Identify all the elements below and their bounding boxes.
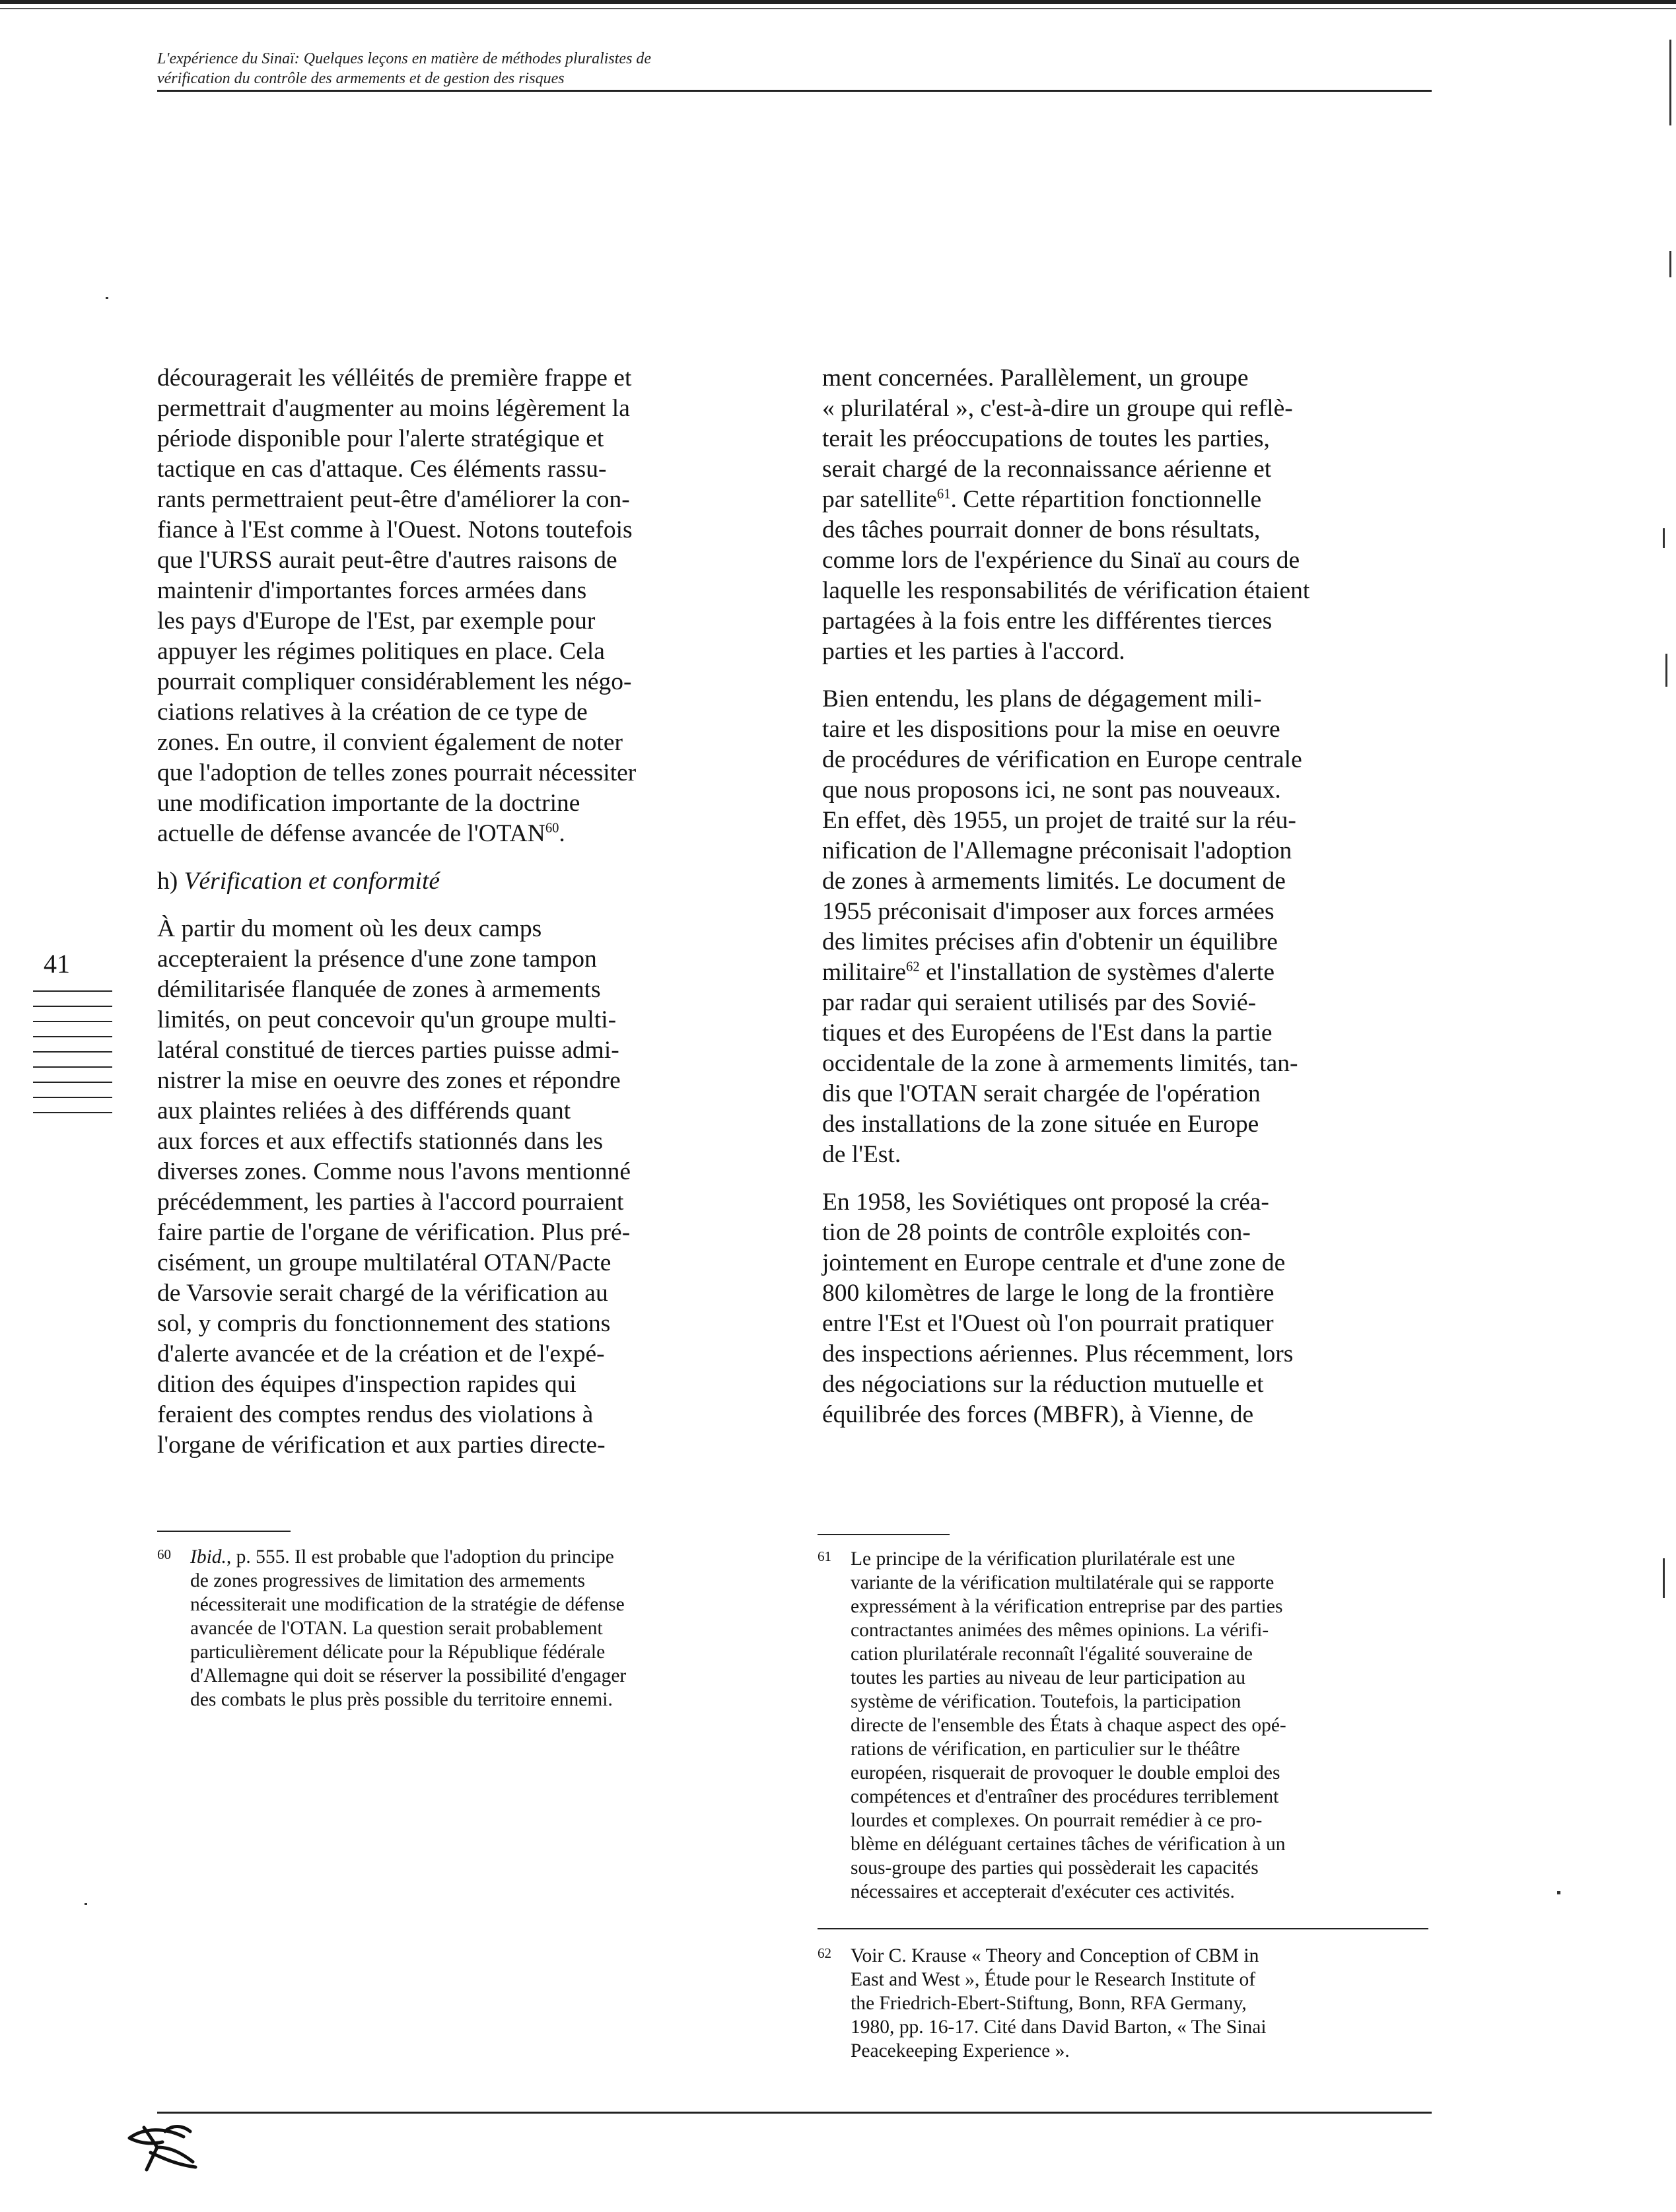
margin-rule xyxy=(33,1006,112,1007)
paragraph-first-strike xyxy=(157,363,751,819)
running-header-line-1: L'expérience du Sinaï: Quelques leçons en matière de méthodes pluralistes de xyxy=(157,50,652,67)
paragraph-line: 800 kilomètres de large le long de la frontière xyxy=(822,1280,1274,1307)
paragraph-line: des tâches pourrait donner de bons résultats, xyxy=(822,516,1261,543)
paragraph-line: diverses zones. Comme nous l'avons mentionné xyxy=(157,1158,631,1185)
paragraph-line: nistrer la mise en oeuvre des zones et répondre xyxy=(157,1067,621,1094)
footnote-line: contractantes animées des mêmes opinions. La vérifi- xyxy=(851,1620,1269,1641)
paragraph-line: période disponible pour l'alerte stratégique et xyxy=(157,425,604,452)
paragraph-line: tactique en cas d'attaque. Ces éléments rassu- xyxy=(157,456,607,483)
paragraph-line: par satellite$^{61}$. Cette répartition fonctionnelle xyxy=(822,486,1262,513)
paragraph-line: d'alerte avancée et de la création et de l'expé- xyxy=(157,1340,605,1367)
footnote-line: des combats le plus près possible du territoire ennemi. xyxy=(190,1689,613,1710)
footnote-line: Voir C. Krause « Theory and Conception of CBM in xyxy=(851,1945,1259,1966)
footnote-line: cation plurilatérale reconnaît l'égalité souveraine de xyxy=(851,1643,1253,1665)
paragraph-line: entre l'Est et l'Ouest où l'on pourrait pratiquer xyxy=(822,1310,1274,1337)
footnote-line: 1980, pp. 16-17. Cité dans David Barton, « The Sinai xyxy=(851,2017,1267,2038)
left-column xyxy=(157,363,751,1461)
paragraph-line: des installations de la zone située en Europe xyxy=(822,1111,1259,1138)
footnote-line: rations de vérification, en particulier sur le théâtre xyxy=(851,1739,1240,1760)
footnote-rule-62 xyxy=(818,1928,1428,1929)
paragraph-line: À partir du moment où les deux camps xyxy=(157,915,542,942)
margin-rule xyxy=(33,1036,112,1037)
paragraph-line: de l'Est. xyxy=(822,1141,901,1168)
paragraph-line: taire et les dispositions pour la mise en oeuvre xyxy=(822,716,1280,743)
paragraph-line: comme lors de l'expérience du Sinaï au cours de xyxy=(822,547,1300,574)
paragraph-line: fiance à l'Est comme à l'Ouest. Notons toutefois xyxy=(157,516,633,543)
paragraph-line: permettrait d'augmenter au moins légèrement la xyxy=(157,395,630,422)
publisher-logo-icon xyxy=(124,2118,203,2178)
paragraph-line: des inspections aériennes. Plus récemment, lors xyxy=(822,1340,1294,1367)
margin-rule xyxy=(33,1082,112,1083)
paragraph-line: des négociations sur la réduction mutuelle et xyxy=(822,1371,1264,1398)
margin-rule xyxy=(33,1112,112,1113)
footnote-line: East and West », Étude pour le Research Institute of xyxy=(851,1969,1256,1990)
paragraph-line: des limites précises afin d'obtenir un équilibre xyxy=(822,928,1278,955)
paragraph-line: limités, on peut concevoir qu'un groupe multi- xyxy=(157,1006,617,1033)
paragraph-line: terait les préoccupations de toutes les parties, xyxy=(822,425,1270,452)
footnote-line: nécessaires et accepterait d'exécuter ces activités. xyxy=(851,1881,1235,1902)
paragraph-line: de procédures de vérification en Europe centrale xyxy=(822,746,1302,773)
paragraph-line: rants permettraient peut-être d'améliorer la con- xyxy=(157,486,630,513)
paragraph-line: que nous proposons ici, ne sont pas nouveaux. xyxy=(822,777,1281,804)
footnote-number: 60 xyxy=(157,1546,171,1562)
paragraph-line: dis que l'OTAN serait chargée de l'opération xyxy=(822,1080,1261,1107)
margin-rule xyxy=(33,1066,112,1068)
footnote-line: européen, risquerait de provoquer le double emploi des xyxy=(851,1762,1280,1783)
paragraph-line: cisément, un groupe multilatéral OTAN/Pacte xyxy=(157,1249,611,1276)
paragraph-line: maintenir d'importantes forces armées dans xyxy=(157,577,587,604)
margin-rule xyxy=(33,990,112,992)
paragraph-line: En 1958, les Soviétiques ont proposé la créa- xyxy=(822,1189,1269,1216)
paragraph-line: tiques et des Européens de l'Est dans la partie xyxy=(822,1020,1273,1047)
footnote-rule-right xyxy=(818,1534,950,1535)
paragraph-line: de Varsovie serait chargé de la vérification au xyxy=(157,1280,608,1307)
top-edge-rule xyxy=(0,0,1676,4)
running-header xyxy=(157,49,1432,88)
paragraph-line: dition des équipes d'inspection rapides qui xyxy=(157,1371,576,1398)
paragraph-line: occidentale de la zone à armements limités, tan- xyxy=(822,1050,1298,1077)
paragraph-line: partagées à la fois entre les différentes tierces xyxy=(822,607,1273,635)
footnote-line: d'Allemagne qui doit se réserver la possibilité d'engager xyxy=(190,1665,627,1686)
footnote-line: particulièrement délicate pour la République fédérale xyxy=(190,1642,606,1663)
paragraph-verification xyxy=(157,914,751,1461)
footnote-line: blème en déléguant certaines tâches de vérification à un xyxy=(851,1834,1286,1855)
section-heading-title: Vérification et conformité xyxy=(184,868,440,895)
paragraph-line: « plurilatéral », c'est-à-dire un groupe qui reflè- xyxy=(822,395,1293,422)
paragraph-disengagement xyxy=(822,684,1420,957)
footer-rule xyxy=(157,2112,1432,2114)
paragraph-line: feraient des comptes rendus des violations à xyxy=(157,1401,594,1428)
paragraph-line: accepteraient la présence d'une zone tampon xyxy=(157,946,597,973)
paragraph-1958 xyxy=(822,1187,1420,1430)
paragraph-line: tion de 28 points de contrôle exploités con- xyxy=(822,1219,1251,1246)
paragraph-plurilateral xyxy=(822,363,1420,485)
footnote-line: variante de la vérification multilatérale qui se rapporte xyxy=(851,1572,1274,1593)
footnote-line: compétences et d'entraîner des procédures terriblement xyxy=(851,1786,1279,1807)
margin-rule xyxy=(33,1051,112,1053)
paragraph-line: de zones à armements limités. Le document de xyxy=(822,868,1286,895)
running-header-line-2: vérification du contrôle des armements et de gestion des risques xyxy=(157,70,565,87)
paragraph-line: équilibrée des forces (MBFR), à Vienne, de xyxy=(822,1401,1254,1428)
paragraph-line: pourrait compliquer considérablement les négo- xyxy=(157,668,632,695)
footnote-line: lourdes et complexes. On pourrait remédier à ce pro- xyxy=(851,1810,1263,1831)
paragraph-line: Bien entendu, les plans de dégagement mili- xyxy=(822,685,1262,712)
paragraph-line: sol, y compris du fonctionnement des stations xyxy=(157,1310,611,1337)
paragraph-line: démilitarisée flanquée de zones à armements xyxy=(157,976,601,1003)
footnote-line: Peacekeeping Experience ». xyxy=(851,2040,1070,2061)
paragraph-line: aux plaintes reliées à des différends quant xyxy=(157,1097,571,1124)
top-edge-rule-thin xyxy=(0,8,1676,9)
footnote-ref-60[interactable]: 60 xyxy=(545,821,559,836)
paragraph-line: les pays d'Europe de l'Est, par exemple pour xyxy=(157,607,596,635)
footnote-line: sous-groupe des parties qui possèderait les capacités xyxy=(851,1857,1259,1879)
paragraph-line: actuelle de défense avancée de l'OTAN$^{60}$. xyxy=(157,820,565,847)
paragraph-line: précédemment, les parties à l'accord pourraient xyxy=(157,1189,624,1216)
footnote-ref-62[interactable]: 62 xyxy=(906,959,920,975)
paragraph-line: par radar qui seraient utilisés par des Sovié- xyxy=(822,989,1257,1016)
paragraph-line: serait chargé de la reconnaissance aérienne et xyxy=(822,456,1272,483)
paragraph-line: latéral constitué de tierces parties puisse admi- xyxy=(157,1037,619,1064)
footnote-line: Ibid., p. 555. Il est probable que l'adoption du principe xyxy=(190,1546,614,1568)
paragraph-line: parties et les parties à l'accord. xyxy=(822,638,1125,665)
paragraph-line: nification de l'Allemagne préconisait l'adoption xyxy=(822,837,1292,864)
footnote-line: Le principe de la vérification plurilatérale est une xyxy=(851,1548,1236,1570)
paragraph-plurilateral-cont xyxy=(822,515,1420,667)
paragraph-line: appuyer les régimes politiques en place. Cela xyxy=(157,638,605,665)
right-column xyxy=(822,363,1420,1430)
footnote-number: 62 xyxy=(818,1945,831,1961)
footnote-line: expressément à la vérification entreprise par des parties xyxy=(851,1596,1283,1617)
paragraph-line: 1955 préconisait d'imposer aux forces armées xyxy=(822,898,1274,925)
paragraph-line: une modification importante de la doctrine xyxy=(157,790,580,817)
margin-rule xyxy=(33,1097,112,1098)
paragraph-line: militaire$^{62}$ et l'installation de systèmes d'alerte xyxy=(822,959,1274,986)
footnote-line: directe de l'ensemble des États à chaque aspect des opé- xyxy=(851,1715,1286,1736)
paragraph-line: ciations relatives à la création de ce type de xyxy=(157,699,588,726)
footnote-rule-left xyxy=(157,1531,291,1532)
page-number: 41 xyxy=(44,949,70,979)
paragraph-line: que l'adoption de telles zones pourrait nécessiter xyxy=(157,759,637,786)
paragraph-line: jointement en Europe centrale et d'une zone de xyxy=(822,1249,1286,1276)
paragraph-disengagement-cont xyxy=(822,988,1420,1170)
footnote-line: toutes les parties au niveau de leur participation au xyxy=(851,1667,1245,1688)
paragraph-line: faire partie de l'organe de vérification. Plus pré- xyxy=(157,1219,631,1246)
header-rule xyxy=(157,90,1432,92)
footnote-line: the Friedrich-Ebert-Stiftung, Bonn, RFA Germany, xyxy=(851,1993,1247,2014)
footnote-line: système de vérification. Toutefois, la participation xyxy=(851,1691,1241,1712)
paragraph-line: aux forces et aux effectifs stationnés dans les xyxy=(157,1128,604,1155)
paragraph-line: zones. En outre, il convient également de noter xyxy=(157,729,623,756)
paragraph-line: découragerait les vélléités de première frappe et xyxy=(157,364,632,392)
paragraph-line: l'organe de vérification et aux parties directe- xyxy=(157,1432,606,1459)
paragraph-line: que l'URSS aurait peut-être d'autres raisons de xyxy=(157,547,617,574)
footnote-ref-61[interactable]: 61 xyxy=(936,487,951,502)
paragraph-line: En effet, dès 1955, un projet de traité sur la réu- xyxy=(822,807,1296,834)
paragraph-line: ment concernées. Parallèlement, un groupe xyxy=(822,364,1249,392)
footnote-line: avancée de l'OTAN. La question serait probablement xyxy=(190,1618,603,1639)
footnote-line: de zones progressives de limitation des armements xyxy=(190,1570,586,1591)
margin-rule xyxy=(33,1021,112,1022)
section-heading: h) Vérification et conformité xyxy=(157,868,440,895)
footnote-line: nécessiterait une modification de la stratégie de défense xyxy=(190,1594,625,1615)
footnote-number: 61 xyxy=(818,1548,831,1564)
paragraph-line: laquelle les responsabilités de vérification étaient xyxy=(822,577,1310,604)
